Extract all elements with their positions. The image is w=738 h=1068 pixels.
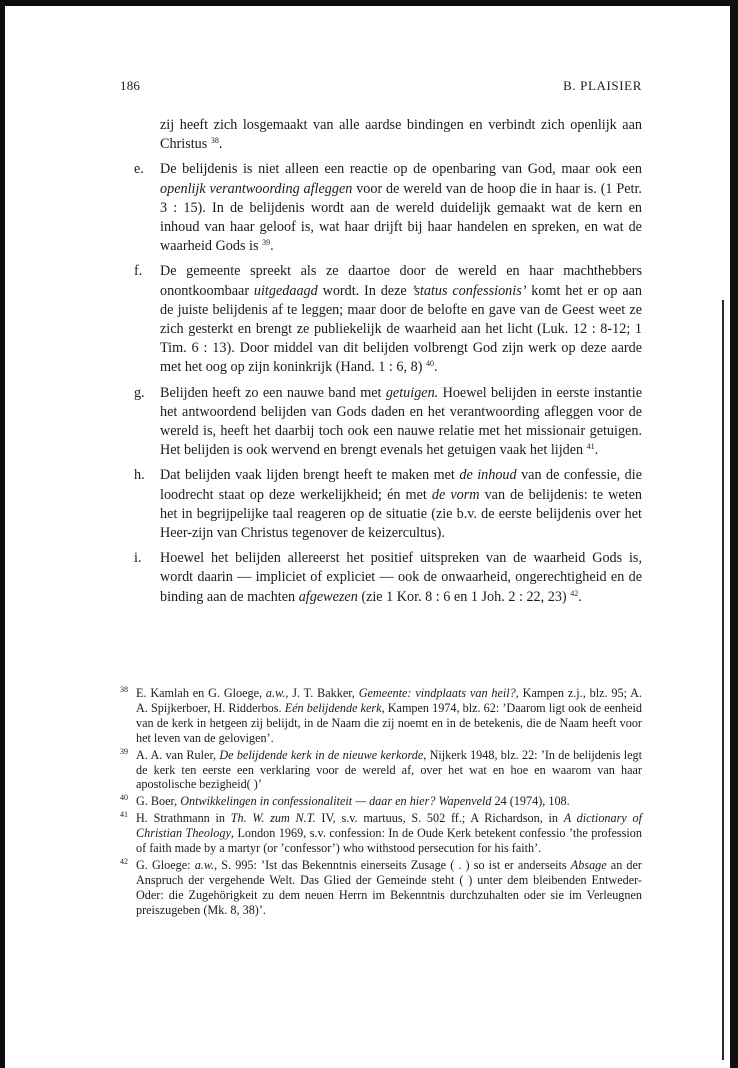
list-item-text: Dat belijden vaak lijden brengt heeft te maken met de inhoud van de confessie, die loodrecht staat op deze werkelijkheid; én met de vorm van de belijdenis: te weten het in begrijpelijke taal reageren op de situatie (zie b.v. de eerste belijdenis over het Heer-zijn van Christus tegenover de keizercultus). [160,467,642,542]
footnotes [120,686,642,920]
footnote-number: 38 [120,685,128,694]
list-item [120,466,642,543]
footnote-number: 42 [120,856,128,866]
page-number: 186 [120,78,141,93]
list-item-text: zij heeft zich losgemaakt van alle aardse bindingen en verbindt zich openlijk aan Christus $^{38}$. [160,117,642,153]
footnote-number: 39 [120,746,128,756]
running-author: B. PLAISIER [563,78,642,93]
footnote [120,858,642,918]
list-item [120,116,642,154]
scan-edge-left [0,0,5,1068]
list-item-label: e. [134,161,144,178]
footnote-number: 40 [120,793,128,803]
footnote-text: E. Kamlah en G. Gloege, a.w., J. T. Bakker, Gemeente: vindplaats van heil?, Kampen z.j., blz. 95; A. A. Spijkerboer, H. Ridderbos. Eén belijdende kerk, Kampen 1974, blz. 62: ’Daarom ligt ook de eenheid van de kerk in hetgeen zij belijdt, in de Naam die zij noemt en in de betekenis, die de Naam heeft voor het leven van de gelovigen’. [136,686,643,745]
main-text [120,116,642,613]
list-item-text: De belijdenis is niet alleen een reactie op de openbaring van God, maar ook een openlijk verantwoording afleggen voor de wereld van de hoop die in haar is. (1 Petr. 3 : 15). In de belijdenis wordt aan de wereld duidelijk gemaakt wat de kern en inhoud van haar geloof is, wat haar drijft bij haar handelen en spreken, en wat de waarheid Gods is $^{39}$. [160,161,642,255]
footnote [120,794,642,809]
footnote [120,686,642,746]
list-item-label: i. [134,550,142,567]
footnote-text: H. Strathmann in Th. W. zum N.T. IV, s.v. martuus, S. 502 ff.; A Richardson, in A dictionary of Christian Theology, London 1969, s.v. confession: In de Oude Kerk betekent confessio ’the profession of faith made by a martyr (or ’confessor’) who withstood persecution for his faith’. [136,811,642,856]
running-header [120,78,642,96]
footnote [120,748,642,793]
list-item-text: Belijden heeft zo een nauwe band met getuigen. Hoewel belijden in eerste instantie het antwoordend belijden van Gods daden en het verantwoording afleggen voor de wereld is, heeft het daarbij toch ook een nauwe relatie met het missionair getuigen. Het belijden is ook wervend en brengt evenals het getuigen vaak het lijden $^{41}$. [160,384,642,459]
scan-shadow-line [722,300,724,1060]
footnote-number: 41 [120,810,128,820]
list-item-text: De gemeente spreekt als ze daartoe door de wereld en haar machthebbers onontkoombaar uitgedaagd wordt. In deze ’status confessionis’ komt het er op aan de juiste belijdenis af te leggen; maar door de belofte en gave van de Geest weet ze zich gesterkt en brengt ze publiekelijk de waarheid aan het licht (Luk. 12 : 8-12; 1 Tim. 6 : 13). Door middel van dit belijden volbrengt God zijn werk op deze aarde met het oog op zijn koninkrijk (Hand. 1 : 6, 8) $^{40}$. [160,263,643,376]
footnote-text: G. Boer, Ontwikkelingen in confessionaliteit — daar en hier? Wapenveld 24 (1974), 108. [136,794,570,809]
scan-edge-top [0,0,738,6]
footnote [120,811,642,856]
footnote-text: A. A. van Ruler, De belijdende kerk in de nieuwe kerkorde, Nijkerk 1948, blz. 22: ’In de belijdenis legt de kerk ten eerste een verklaring voor de wereld af, over het wat en hoe en waarom van haar apostolische bezigheid( )’ [136,747,642,792]
list-item [120,549,642,607]
list-item-label: f. [134,263,143,280]
list-item-label: h. [134,467,145,484]
scan-edge-right [730,0,738,1068]
footnote-text: G. Gloege: a.w., S. 995: ’Ist das Bekenntnis einerseits Zusage ( . ) so ist er anderseits Absage an der Anspruch der vergehende Welt. Das Glied der Gemeinde steht ( ) unter dem bleibenden Entweder-Oder: die Zugehörigkeit zu dem neuen Herrn im Bekenntnis durchzuhalten oder sie im Verleugnen preiszugeben (Mk. 8, 38)’. [136,857,642,917]
list-item [120,160,642,256]
list-item [120,262,642,377]
list-item-label: g. [134,384,145,401]
list-item-text: Hoewel het belijden allereerst het positief uitspreken van de waarheid Gods is, wordt daarin — impliciet of expliciet — ook de onwaarheid, ongerechtigheid en de binding aan de machten afgewezen (zie 1 Kor. 8 : 6 en 1 Joh. 2 : 22, 23) $^{42}$. [160,550,642,605]
list-item [120,384,642,461]
